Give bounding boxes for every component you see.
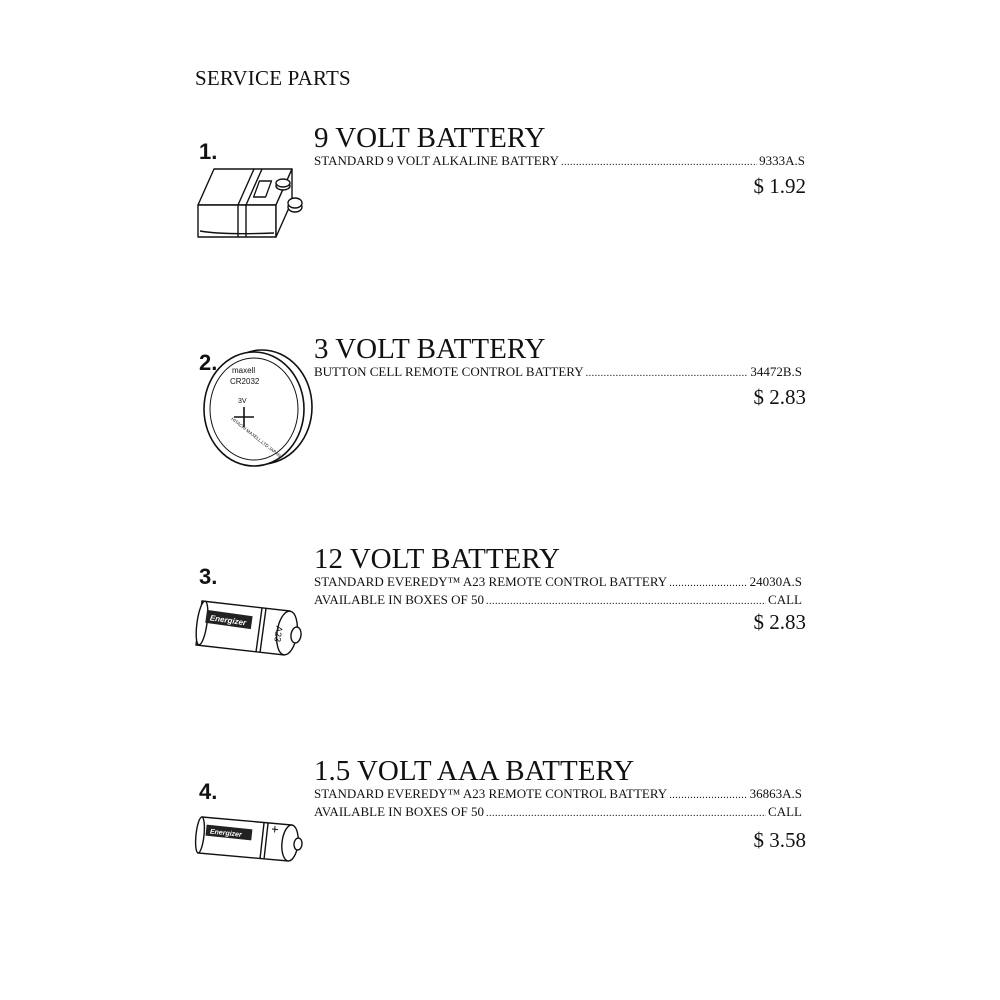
part-title: 1.5 VOLT AAA BATTERY [314,755,635,787]
part-item [0,633,1000,852]
part-code: 24030A.S [749,574,802,589]
part-title: 3 VOLT BATTERY [314,333,546,365]
part-code: CALL [768,592,802,607]
part-line [314,574,802,590]
part-number: 2. [199,350,218,375]
part-code: 36863A.S [749,786,802,801]
part-code: CALL [768,804,802,819]
part-item [0,421,1000,643]
part-code: 9333A.S [759,153,805,168]
part-title: 12 VOLT BATTERY [314,543,561,575]
part-price: $ 2.83 [753,610,806,634]
part-line [314,592,802,608]
part-description: STANDARD EVEREDY™ A23 REMOTE CONTROL BATTERY [314,786,668,801]
battery-brand: Energizer [209,613,247,628]
part-price: $ 3.58 [753,828,806,852]
dot-leader [669,790,747,801]
part-line [314,786,802,802]
dot-leader [561,157,757,168]
part-number: 4. [199,779,218,804]
dot-leader [486,808,766,819]
part-line [314,153,805,169]
battery-model: A23 [272,625,285,643]
aaa-battery-icon [192,811,317,866]
part-description: STANDARD EVEREDY™ A23 REMOTE CONTROL BATTERY [314,574,668,589]
battery-voltage: 3V [238,398,247,405]
dot-leader [586,368,749,379]
part-item [0,211,1000,459]
part-number: 3. [199,564,218,589]
dot-leader [669,578,747,589]
battery-brand: maxell [232,366,256,375]
battery-model: CR2032 [230,377,260,386]
part-line [314,804,802,820]
part-price: $ 1.92 [753,174,806,198]
part-title: 9 VOLT BATTERY [314,122,546,154]
part-number: 1. [199,139,218,164]
part-item [0,0,1000,200]
part-code: 34472B.S [750,364,802,379]
battery-maker: HITACHI MAXELL,LTD JAPAN [230,416,282,459]
part-line [314,364,802,380]
part-description: AVAILABLE IN BOXES OF 50 [314,592,484,607]
dot-leader [486,596,766,607]
part-description: BUTTON CELL REMOTE CONTROL BATTERY [314,364,584,379]
part-description: STANDARD 9 VOLT ALKALINE BATTERY [314,153,560,168]
battery-brand: Energizer [209,828,242,839]
part-description: AVAILABLE IN BOXES OF 50 [314,804,484,819]
part-price: $ 2.83 [753,385,806,409]
page-heading: SERVICE PARTS [195,66,351,90]
